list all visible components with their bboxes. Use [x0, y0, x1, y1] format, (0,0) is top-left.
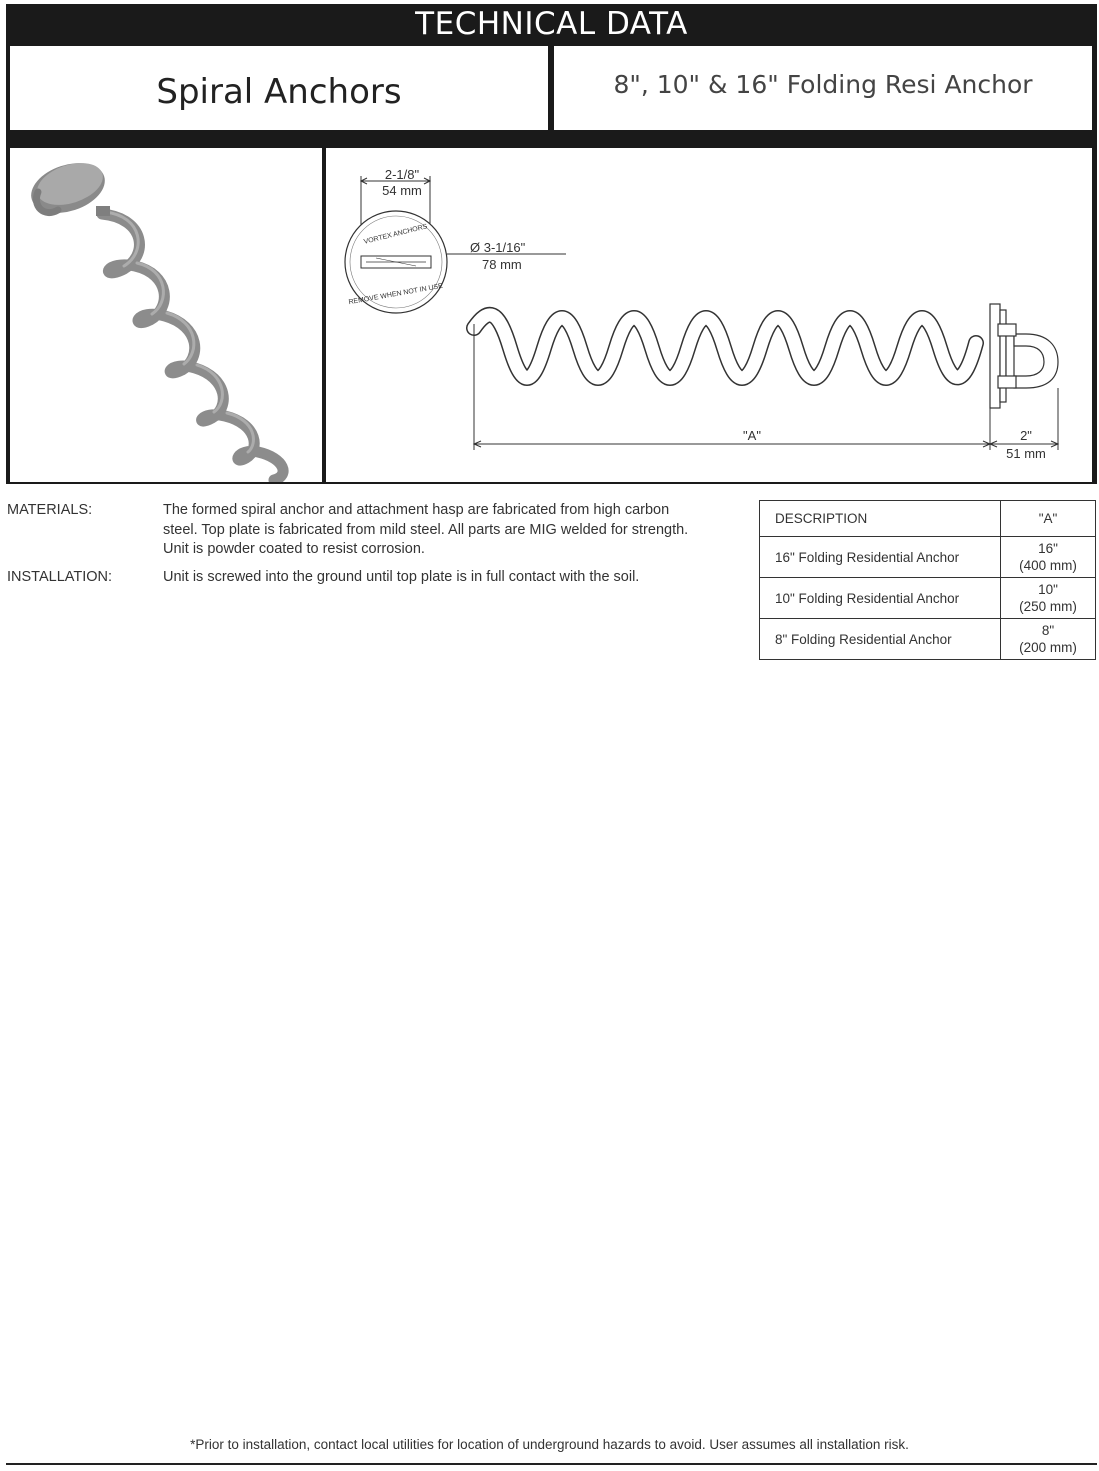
- a-millimeters: (400 mm): [1019, 558, 1077, 573]
- row-description: 16" Folding Residential Anchor: [760, 537, 1001, 578]
- product-name-cell: [10, 46, 548, 130]
- materials-text: [163, 501, 753, 560]
- plate-text-top: VORTEX ANCHORS: [363, 223, 429, 246]
- table-row: [760, 619, 1096, 660]
- row-a-value: [1001, 578, 1096, 619]
- a-header: "A": [1001, 501, 1096, 537]
- length-label: "A": [743, 428, 761, 443]
- row-description: 10" Folding Residential Anchor: [760, 578, 1001, 619]
- description-header: DESCRIPTION: [760, 501, 1001, 537]
- materials-line: steel. Top plate is fabricated from mild steel. All parts are MIG welded for strength.: [163, 521, 689, 538]
- plate-text-bottom: REMOVE WHEN NOT IN USE: [348, 282, 444, 307]
- table-row: [760, 578, 1096, 619]
- hasp-length-mm: 51 mm: [1006, 446, 1046, 461]
- a-millimeters: (200 mm): [1019, 640, 1077, 655]
- bottom-divider: [6, 1463, 1097, 1465]
- dimension-drawing-cell: [326, 148, 1092, 482]
- row-description: 8" Folding Residential Anchor: [760, 619, 1001, 660]
- product-variant-cell: [554, 46, 1092, 130]
- a-millimeters: (250 mm): [1019, 599, 1077, 614]
- row-a-value: [1001, 619, 1096, 660]
- hasp-length-in: 2": [1020, 428, 1032, 443]
- installation-footnote: *Prior to installation, contact local utilities for location of underground hazards to avoid. User assumes all installation risk.: [190, 1437, 909, 1452]
- installation-text: Unit is screwed into the ground until top plate is in full contact with the soil.: [163, 569, 640, 585]
- a-inches: 10": [1038, 582, 1058, 597]
- a-inches: 16": [1038, 541, 1058, 556]
- product-name: Spiral Anchors: [156, 72, 402, 112]
- materials-label: MATERIALS:: [7, 502, 93, 518]
- plate-width-in: 2-1/8": [384, 167, 420, 182]
- page-banner: TECHNICAL DATA: [415, 6, 688, 42]
- product-variant: 8", 10" & 16" Folding Resi Anchor: [613, 70, 1033, 99]
- plate-diameter-in: Ø 3-1/16": [470, 240, 526, 255]
- materials-line: Unit is powder coated to resist corrosion.: [163, 541, 425, 557]
- a-inches: 8": [1041, 623, 1055, 638]
- plate-diameter-mm: 78 mm: [482, 257, 522, 272]
- table-row: [760, 537, 1096, 578]
- table-header-row: [760, 501, 1096, 537]
- technical-data-frame: [6, 4, 1097, 484]
- materials-line: The formed spiral anchor and attachment hasp are fabricated from high carbon: [163, 502, 670, 518]
- plate-width-mm: 54 mm: [382, 183, 422, 198]
- installation-label: INSTALLATION:: [7, 569, 113, 585]
- size-table: [759, 500, 1096, 660]
- spiral-anchor-photo: [10, 148, 322, 482]
- product-photo-cell: [10, 148, 322, 482]
- row-a-value: [1001, 537, 1096, 578]
- dimension-drawing: [326, 148, 1092, 482]
